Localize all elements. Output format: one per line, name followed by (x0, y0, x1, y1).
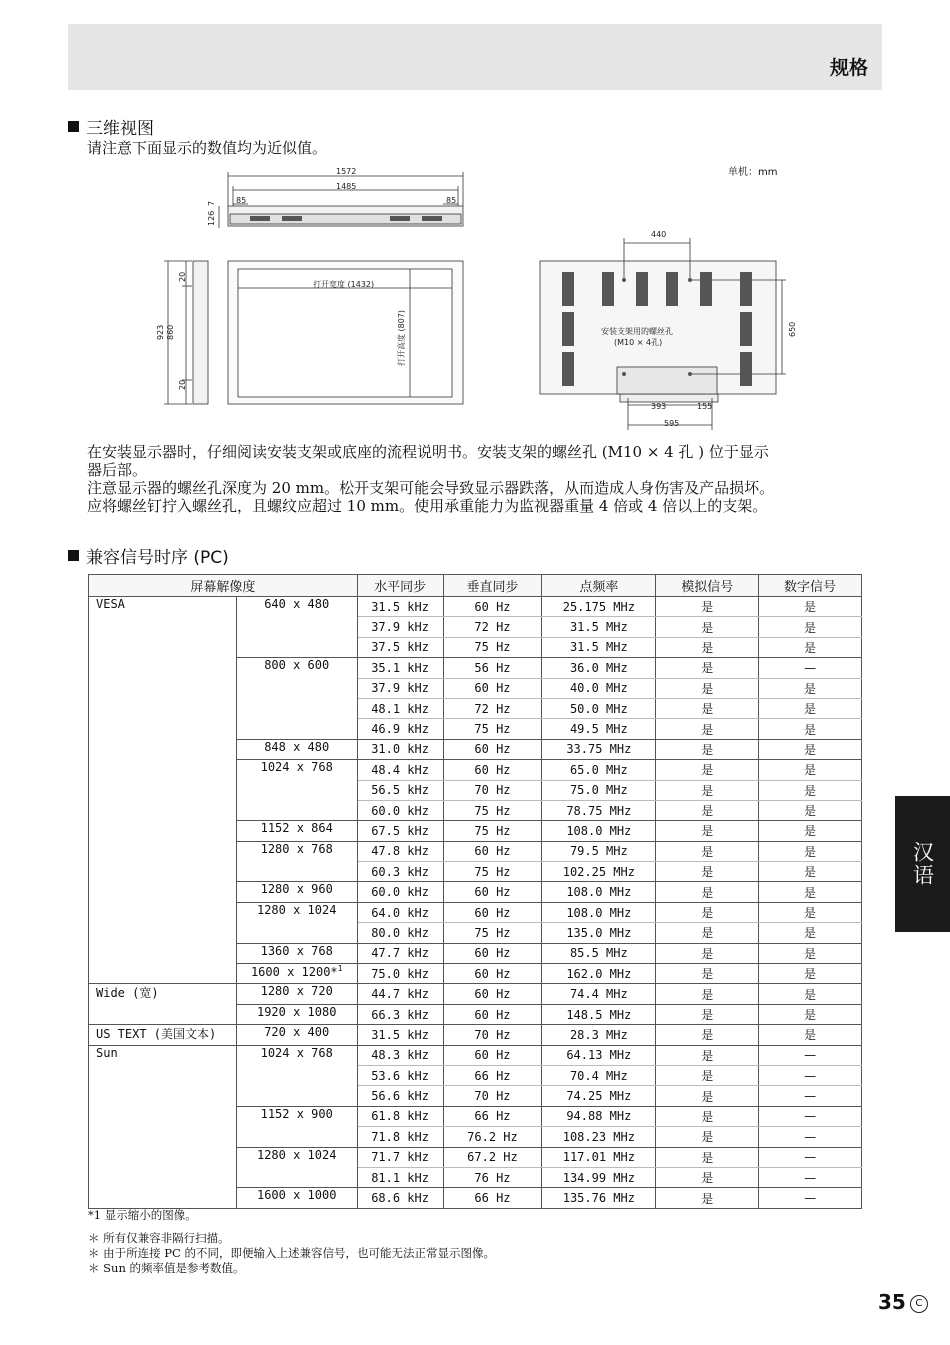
digital-cell: — (759, 1106, 862, 1126)
h-sync-cell: 47.8 kHz (357, 841, 443, 861)
resolution-value: 720 x 400 (264, 1025, 330, 1040)
digital-cell: 是 (759, 841, 862, 861)
h-sync-cell: 60.0 kHz (357, 800, 443, 820)
v-sync-cell: 66 Hz (443, 1065, 542, 1085)
resolution-value: 1024 x 768 (260, 760, 333, 775)
h-sync-cell: 48.1 kHz (357, 698, 443, 718)
v-sync-cell: 66 Hz (443, 1106, 542, 1126)
digital-cell: 是 (759, 882, 862, 902)
analog-cell: 是 (656, 964, 759, 984)
v-sync-cell: 75 Hz (443, 637, 542, 657)
dim-stand-total: 595 (664, 419, 680, 428)
analog-cell: 是 (656, 862, 759, 882)
footnote-list (88, 1231, 495, 1276)
analog-cell: 是 (656, 760, 759, 780)
dot-clock-cell: 31.5 MHz (542, 617, 656, 637)
dot-clock-cell: 78.75 MHz (542, 800, 656, 820)
table-row (89, 597, 862, 617)
h-sync-cell: 35.1 kHz (357, 658, 443, 678)
resolution-value: 640 x 480 (264, 597, 330, 611)
dot-clock-cell: 135.76 MHz (542, 1188, 656, 1208)
dimension-drawings (0, 0, 950, 440)
h-sync-cell: 37.5 kHz (357, 637, 443, 657)
v-sync-cell: 60 Hz (443, 760, 542, 780)
bullet-square-icon (68, 550, 79, 561)
resolution-value: 848 x 480 (264, 739, 330, 754)
digital-cell: — (759, 1167, 862, 1187)
digital-cell: 是 (759, 902, 862, 922)
digital-cell: — (759, 1127, 862, 1147)
h-sync-cell: 81.1 kHz (357, 1167, 443, 1187)
resolution-cell (236, 1106, 357, 1147)
digital-cell: — (759, 658, 862, 678)
c-circle-icon: C (910, 1295, 928, 1313)
mount-hole-spec: (M10 × 4孔) (614, 338, 663, 347)
h-sync-cell: 31.5 kHz (357, 1025, 443, 1045)
group-name-cell: VESA (89, 597, 237, 984)
h-sync-cell: 37.9 kHz (357, 678, 443, 698)
resolution-cell (236, 964, 357, 984)
v-sync-cell: 72 Hz (443, 698, 542, 718)
section-timing-heading (68, 543, 229, 568)
analog-cell: 是 (656, 1065, 759, 1085)
resolution-value: 800 x 600 (264, 658, 330, 673)
signal-timing-table (88, 574, 862, 1209)
h-sync-cell: 60.3 kHz (357, 862, 443, 882)
dim-depth-small: 7 (207, 200, 216, 206)
footnote-ref: 1 (337, 964, 343, 974)
resolution-cell (236, 984, 357, 1004)
resolution-cell (236, 1147, 357, 1188)
dim-inner-height: 860 (166, 324, 175, 340)
dim-stand-a: 393 (651, 402, 667, 411)
digital-cell: 是 (759, 698, 862, 718)
dot-clock-cell: 75.0 MHz (542, 780, 656, 800)
page-number (878, 1290, 928, 1314)
dot-clock-cell: 108.23 MHz (542, 1127, 656, 1147)
v-sync-cell: 60 Hz (443, 739, 542, 759)
language-tab[interactable] (895, 796, 950, 932)
analog-cell: 是 (656, 923, 759, 943)
dot-clock-cell: 162.0 MHz (542, 964, 656, 984)
table-body (89, 597, 862, 1209)
resolution-cell (236, 760, 357, 821)
v-sync-cell: 60 Hz (443, 841, 542, 861)
analog-cell: 是 (656, 637, 759, 657)
resolution-value: 1280 x 720 (260, 984, 333, 999)
col-header: 模拟信号 (656, 575, 759, 597)
dot-clock-cell: 108.0 MHz (542, 821, 656, 841)
dim-height: 923 (156, 324, 165, 340)
v-sync-cell: 56 Hz (443, 658, 542, 678)
col-header: 水平同步 (357, 575, 443, 597)
paragraph-line: 注意显示器的螺丝孔深度为 20 mm。松开支架可能会导致显示器跌落，从而造成人身伤害及产品损坏。 (87, 479, 775, 497)
resolution-cell (236, 943, 357, 963)
dim-bezel-left: 85 (236, 196, 247, 205)
resolution-value: 1152 x 864 (260, 821, 333, 836)
digital-cell: 是 (759, 984, 862, 1004)
h-sync-cell: 61.8 kHz (357, 1106, 443, 1126)
dim-bezel-right: 85 (446, 196, 457, 205)
dot-clock-cell: 50.0 MHz (542, 698, 656, 718)
h-sync-cell: 31.0 kHz (357, 739, 443, 759)
h-sync-cell: 64.0 kHz (357, 902, 443, 922)
page-title: 规格 (829, 57, 868, 79)
paragraph-line: 在安装显示器时，仔细阅读安装支架或底座的流程说明书。安装支架的螺丝孔 (M10 × 4 孔 ) 位于显示 (87, 443, 769, 461)
group-name-cell: Sun (89, 1045, 237, 1208)
resolution-cell (236, 1045, 357, 1106)
h-sync-cell: 80.0 kHz (357, 923, 443, 943)
v-sync-cell: 72 Hz (443, 617, 542, 637)
h-sync-cell: 56.5 kHz (357, 780, 443, 800)
h-sync-cell: 66.3 kHz (357, 1004, 443, 1024)
dot-clock-cell: 70.4 MHz (542, 1065, 656, 1085)
dim-open-height: 打开高度 (807) (397, 309, 406, 366)
dot-clock-cell: 102.25 MHz (542, 862, 656, 882)
v-sync-cell: 70 Hz (443, 1025, 542, 1045)
analog-cell: 是 (656, 780, 759, 800)
h-sync-cell: 48.4 kHz (357, 760, 443, 780)
h-sync-cell: 68.6 kHz (357, 1188, 443, 1208)
language-tab-label: 汉语 (910, 841, 935, 887)
h-sync-cell: 67.5 kHz (357, 821, 443, 841)
analog-cell: 是 (656, 1045, 759, 1065)
dim-open-width: 打开宽度 (1432) (313, 280, 375, 289)
resolution-cell (236, 1188, 357, 1208)
digital-cell: — (759, 1188, 862, 1208)
v-sync-cell: 76 Hz (443, 1167, 542, 1187)
resolution-value: 1360 x 768 (260, 943, 333, 958)
digital-cell: 是 (759, 617, 862, 637)
dot-clock-cell: 49.5 MHz (542, 719, 656, 739)
resolution-cell (236, 821, 357, 841)
digital-cell: 是 (759, 637, 862, 657)
dot-clock-cell: 74.4 MHz (542, 984, 656, 1004)
analog-cell: 是 (656, 1127, 759, 1147)
digital-cell: — (759, 1147, 862, 1167)
dot-clock-cell: 40.0 MHz (542, 678, 656, 698)
analog-cell: 是 (656, 902, 759, 922)
dot-clock-cell: 74.25 MHz (542, 1086, 656, 1106)
dot-clock-cell: 65.0 MHz (542, 760, 656, 780)
resolution-value: 1600 x 1000 (256, 1188, 337, 1203)
h-sync-cell: 48.3 kHz (357, 1045, 443, 1065)
dot-clock-cell: 148.5 MHz (542, 1004, 656, 1024)
v-sync-cell: 60 Hz (443, 678, 542, 698)
analog-cell: 是 (656, 943, 759, 963)
resolution-value: 1600 x 1200* (250, 965, 338, 980)
col-header: 数字信号 (759, 575, 862, 597)
dot-clock-cell: 117.01 MHz (542, 1147, 656, 1167)
v-sync-cell: 60 Hz (443, 984, 542, 1004)
h-sync-cell: 71.8 kHz (357, 1127, 443, 1147)
resolution-value: 1280 x 1024 (256, 902, 337, 917)
analog-cell: 是 (656, 1106, 759, 1126)
v-sync-cell: 60 Hz (443, 1045, 542, 1065)
unit-label: 单机：mm (728, 167, 778, 178)
v-sync-cell: 67.2 Hz (443, 1147, 542, 1167)
v-sync-cell: 75 Hz (443, 800, 542, 820)
v-sync-cell: 75 Hz (443, 923, 542, 943)
footnote-1: *1 显示缩小的图像。 (88, 1208, 197, 1222)
col-header: 屏幕解像度 (89, 575, 358, 597)
digital-cell: 是 (759, 678, 862, 698)
analog-cell: 是 (656, 821, 759, 841)
analog-cell: 是 (656, 1188, 759, 1208)
paragraph-line: 器后部。 (87, 461, 148, 479)
dim-bottom-margin: 20 (178, 379, 187, 390)
col-header: 点频率 (542, 575, 656, 597)
paragraph-line: 应将螺丝钉拧入螺丝孔，且螺纹应超过 10 mm。使用承重能力为监视器重量 4 倍或 4 倍以上的支架。 (87, 497, 768, 515)
v-sync-cell: 60 Hz (443, 597, 542, 617)
dot-clock-cell: 31.5 MHz (542, 637, 656, 657)
resolution-cell (236, 841, 357, 882)
dot-clock-cell: 33.75 MHz (542, 739, 656, 759)
table-row (89, 1045, 862, 1065)
footnote-item: ＊ 由于所连接 PC 的不同，即便输入上述兼容信号，也可能无法正常显示图像。 (88, 1246, 495, 1260)
v-sync-cell: 60 Hz (443, 882, 542, 902)
dim-top-margin: 20 (178, 271, 187, 282)
v-sync-cell: 60 Hz (443, 1004, 542, 1024)
digital-cell: 是 (759, 964, 862, 984)
analog-cell: 是 (656, 800, 759, 820)
approx-note: 请注意下面显示的数值均为近似值。 (87, 139, 328, 157)
digital-cell: — (759, 1045, 862, 1065)
dot-clock-cell: 134.99 MHz (542, 1167, 656, 1187)
v-sync-cell: 75 Hz (443, 719, 542, 739)
h-sync-cell: 31.5 kHz (357, 597, 443, 617)
table-row (89, 1025, 862, 1045)
dim-overall-width: 1572 (336, 167, 357, 176)
analog-cell: 是 (656, 658, 759, 678)
dot-clock-cell: 79.5 MHz (542, 841, 656, 861)
digital-cell: 是 (759, 943, 862, 963)
dot-clock-cell: 108.0 MHz (542, 882, 656, 902)
analog-cell: 是 (656, 678, 759, 698)
analog-cell: 是 (656, 984, 759, 1004)
h-sync-cell: 46.9 kHz (357, 719, 443, 739)
dot-clock-cell: 85.5 MHz (542, 943, 656, 963)
digital-cell: 是 (759, 923, 862, 943)
dot-clock-cell: 135.0 MHz (542, 923, 656, 943)
h-sync-cell: 56.6 kHz (357, 1086, 443, 1106)
section-3d-view-title: 三维视图 (86, 119, 154, 139)
table-row (89, 984, 862, 1004)
dot-clock-cell: 94.88 MHz (542, 1106, 656, 1126)
col-header: 垂直同步 (443, 575, 542, 597)
dim-hole-horizontal: 440 (651, 230, 667, 239)
digital-cell: 是 (759, 800, 862, 820)
group-name-cell: US TEXT (美国文本) (89, 1025, 237, 1045)
resolution-cell (236, 1004, 357, 1024)
dim-stand-b: 155 (697, 402, 713, 411)
digital-cell: 是 (759, 739, 862, 759)
v-sync-cell: 60 Hz (443, 943, 542, 963)
v-sync-cell: 75 Hz (443, 821, 542, 841)
resolution-cell (236, 882, 357, 902)
dim-hole-vertical: 650 (788, 321, 797, 337)
resolution-cell (236, 902, 357, 943)
h-sync-cell: 60.0 kHz (357, 882, 443, 902)
mount-hole-label: 安装支架用的螺丝孔 (601, 327, 673, 336)
analog-cell: 是 (656, 1147, 759, 1167)
resolution-cell (236, 739, 357, 759)
v-sync-cell: 70 Hz (443, 780, 542, 800)
h-sync-cell: 37.9 kHz (357, 617, 443, 637)
resolution-value: 1024 x 768 (260, 1045, 333, 1060)
resolution-value: 1920 x 1080 (256, 1004, 337, 1019)
h-sync-cell: 75.0 kHz (357, 964, 443, 984)
h-sync-cell: 44.7 kHz (357, 984, 443, 1004)
footnote-item: ＊ Sun 的频率值是参考数值。 (88, 1261, 245, 1275)
resolution-value: 1280 x 1024 (256, 1147, 337, 1162)
analog-cell: 是 (656, 1167, 759, 1187)
dot-clock-cell: 25.175 MHz (542, 597, 656, 617)
digital-cell: 是 (759, 719, 862, 739)
v-sync-cell: 60 Hz (443, 964, 542, 984)
v-sync-cell: 70 Hz (443, 1086, 542, 1106)
table-header-row (89, 575, 862, 597)
resolution-value: 1152 x 900 (260, 1106, 333, 1121)
dot-clock-cell: 28.3 MHz (542, 1025, 656, 1045)
group-name-cell: Wide (宽) (89, 984, 237, 1025)
digital-cell: 是 (759, 760, 862, 780)
resolution-cell (236, 1025, 357, 1045)
h-sync-cell: 53.6 kHz (357, 1065, 443, 1085)
analog-cell: 是 (656, 719, 759, 739)
dim-inner-width: 1485 (336, 182, 357, 191)
dim-depth: 126 (207, 210, 216, 226)
analog-cell: 是 (656, 1086, 759, 1106)
footnote-item: ＊ 所有仅兼容非隔行扫描。 (88, 1231, 230, 1245)
install-paragraph (87, 443, 774, 515)
analog-cell: 是 (656, 597, 759, 617)
digital-cell: — (759, 1065, 862, 1085)
dot-clock-cell: 64.13 MHz (542, 1045, 656, 1065)
analog-cell: 是 (656, 739, 759, 759)
analog-cell: 是 (656, 1025, 759, 1045)
dot-clock-cell: 108.0 MHz (542, 902, 656, 922)
resolution-cell (236, 597, 357, 658)
v-sync-cell: 76.2 Hz (443, 1127, 542, 1147)
resolution-cell (236, 658, 357, 740)
analog-cell: 是 (656, 617, 759, 637)
analog-cell: 是 (656, 698, 759, 718)
v-sync-cell: 75 Hz (443, 862, 542, 882)
v-sync-cell: 60 Hz (443, 902, 542, 922)
analog-cell: 是 (656, 841, 759, 861)
h-sync-cell: 47.7 kHz (357, 943, 443, 963)
digital-cell: 是 (759, 1004, 862, 1024)
v-sync-cell: 66 Hz (443, 1188, 542, 1208)
section-timing-title: 兼容信号时序 (PC) (86, 548, 229, 568)
page-number-value: 35 (878, 1290, 906, 1314)
digital-cell: — (759, 1086, 862, 1106)
digital-cell: 是 (759, 597, 862, 617)
digital-cell: 是 (759, 1025, 862, 1045)
resolution-value: 1280 x 768 (260, 841, 333, 856)
dot-clock-cell: 36.0 MHz (542, 658, 656, 678)
resolution-value: 1280 x 960 (260, 882, 333, 897)
h-sync-cell: 71.7 kHz (357, 1147, 443, 1167)
analog-cell: 是 (656, 882, 759, 902)
digital-cell: 是 (759, 821, 862, 841)
digital-cell: 是 (759, 780, 862, 800)
digital-cell: 是 (759, 862, 862, 882)
analog-cell: 是 (656, 1004, 759, 1024)
